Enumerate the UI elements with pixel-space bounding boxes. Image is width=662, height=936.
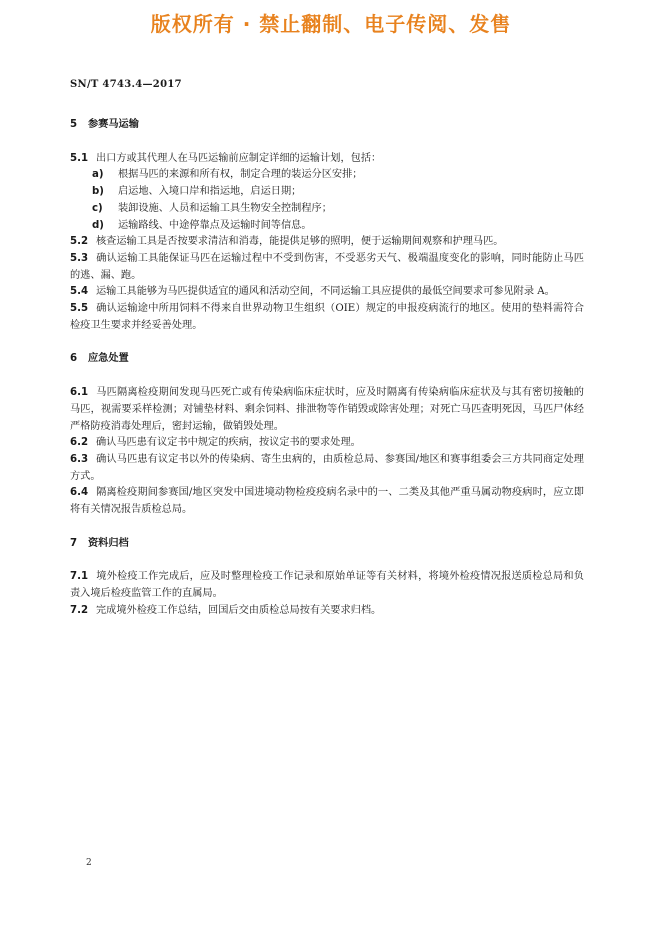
section-title: 资料归档	[88, 537, 129, 549]
clause	[70, 151, 584, 168]
section-heading	[70, 536, 584, 553]
clause-text: 确认运输途中所用饲料不得来自世界动物卫生组织（OIE）规定的申报疫病流行的地区。使用的垫料需符合检疫卫生要求并经妥善处理。	[70, 303, 584, 331]
section-number: 7	[70, 537, 78, 549]
list-item-text: 启运地、入境口岸和指运地，启运日期；	[118, 186, 302, 198]
list-item-label: d)	[92, 219, 104, 231]
section-5	[70, 117, 584, 334]
clause-number: 7.1	[70, 571, 89, 583]
clause-text: 出口方或其代理人在马匹运输前应制定详细的运输计划，包括：	[96, 152, 382, 164]
clause-text: 境外检疫工作完成后，应及时整理检疫工作记录和原始单证等有关材料，将境外检疫情况报送质检总局和负责入境后检疫监管工作的直属局。	[70, 571, 584, 600]
clause-number: 5.5	[70, 303, 89, 315]
list-item	[92, 201, 584, 218]
list-item	[92, 218, 584, 235]
page-number: 2	[86, 858, 92, 868]
list-item-label: a)	[92, 169, 104, 181]
list-item-text: 根据马匹的来源和所有权，制定合理的装运分区安排；	[118, 169, 363, 181]
clause-text: 完成境外检疫工作总结，回国后交由质检总局按有关要求归档。	[96, 604, 382, 616]
clause-number: 6.3	[70, 453, 89, 465]
section-title: 参赛马运输	[88, 119, 139, 130]
clause-text: 马匹隔离检疫期间发现马匹死亡或有传染病临床症状时，应及时隔离有传染病临床症状及与其有密切接触的马匹，视需要采样检测；对铺垫材料、剩余饲料、排泄物等作销毁或除害处理；对死亡马匹查明死因，马匹尸体经严格防疫消毒处理后，密封运输，做销毁处理。	[70, 387, 584, 432]
section-6	[70, 351, 584, 518]
clause-number: 6.1	[70, 387, 89, 399]
clause-text: 确认运输工具能保证马匹在运输过程中不受到伤害，不受恶劣天气、极端温度变化的影响，同时能防止马匹的逃、漏、跑。	[70, 252, 584, 281]
clause-number: 6.2	[70, 437, 89, 449]
clause	[70, 251, 584, 284]
section-title: 应急处置	[88, 353, 129, 365]
clause	[70, 485, 584, 518]
clause	[70, 603, 584, 620]
clause-text: 运输工具能够为马匹提供适宜的通风和活动空间，不同运输工具应提供的最低空间要求可参见附录 A。	[96, 286, 555, 298]
section-7	[70, 536, 584, 620]
clause	[70, 569, 584, 602]
clause-number: 7.2	[70, 604, 89, 616]
clause	[70, 435, 584, 452]
clause-text: 确认马匹患有议定书以外的传染病、寄生虫病的，由质检总局、参赛国/地区和赛事组委会三方共同商定处理方式。	[70, 453, 584, 482]
list-item-label: b)	[92, 186, 104, 198]
clause-number: 5.1	[70, 152, 89, 164]
clause	[70, 452, 584, 485]
clause	[70, 284, 584, 301]
clause	[70, 301, 584, 334]
list-item-text: 运输路线、中途停靠点及运输时间等信息。	[118, 219, 312, 231]
copyright-banner: 版权所有 · 禁止翻制、电子传阅、发售	[150, 12, 512, 36]
standard-code: SN/T 4743.4—2017	[70, 79, 182, 90]
clause-number: 5.3	[70, 252, 89, 264]
list-item-text: 装卸设施、人员和运输工具生物安全控制程序；	[118, 202, 332, 214]
section-heading	[70, 117, 584, 134]
section-number: 6	[70, 353, 78, 365]
list-item	[92, 167, 584, 184]
section-number: 5	[70, 119, 78, 130]
list-item	[92, 184, 584, 201]
clause-text: 核查运输工具是否按要求清洁和消毒，能提供足够的照明，便于运输期间观察和护理马匹。	[96, 236, 504, 248]
clause	[70, 234, 584, 251]
clause	[70, 385, 584, 435]
clause-text: 确认马匹患有议定书中规定的疾病，按议定书的要求处理。	[96, 437, 361, 449]
list-item-label: c)	[92, 202, 103, 214]
clause-number: 5.4	[70, 286, 89, 298]
clause-number: 5.2	[70, 236, 89, 248]
clause-text: 隔离检疫期间参赛国/地区突发中国进境动物检疫疫病名录中的一、二类及其他严重马属动物疫病时，应立即将有关情况报告质检总局。	[70, 487, 584, 516]
document-body	[70, 117, 584, 636]
clause-number: 6.4	[70, 487, 89, 499]
section-heading	[70, 351, 584, 368]
